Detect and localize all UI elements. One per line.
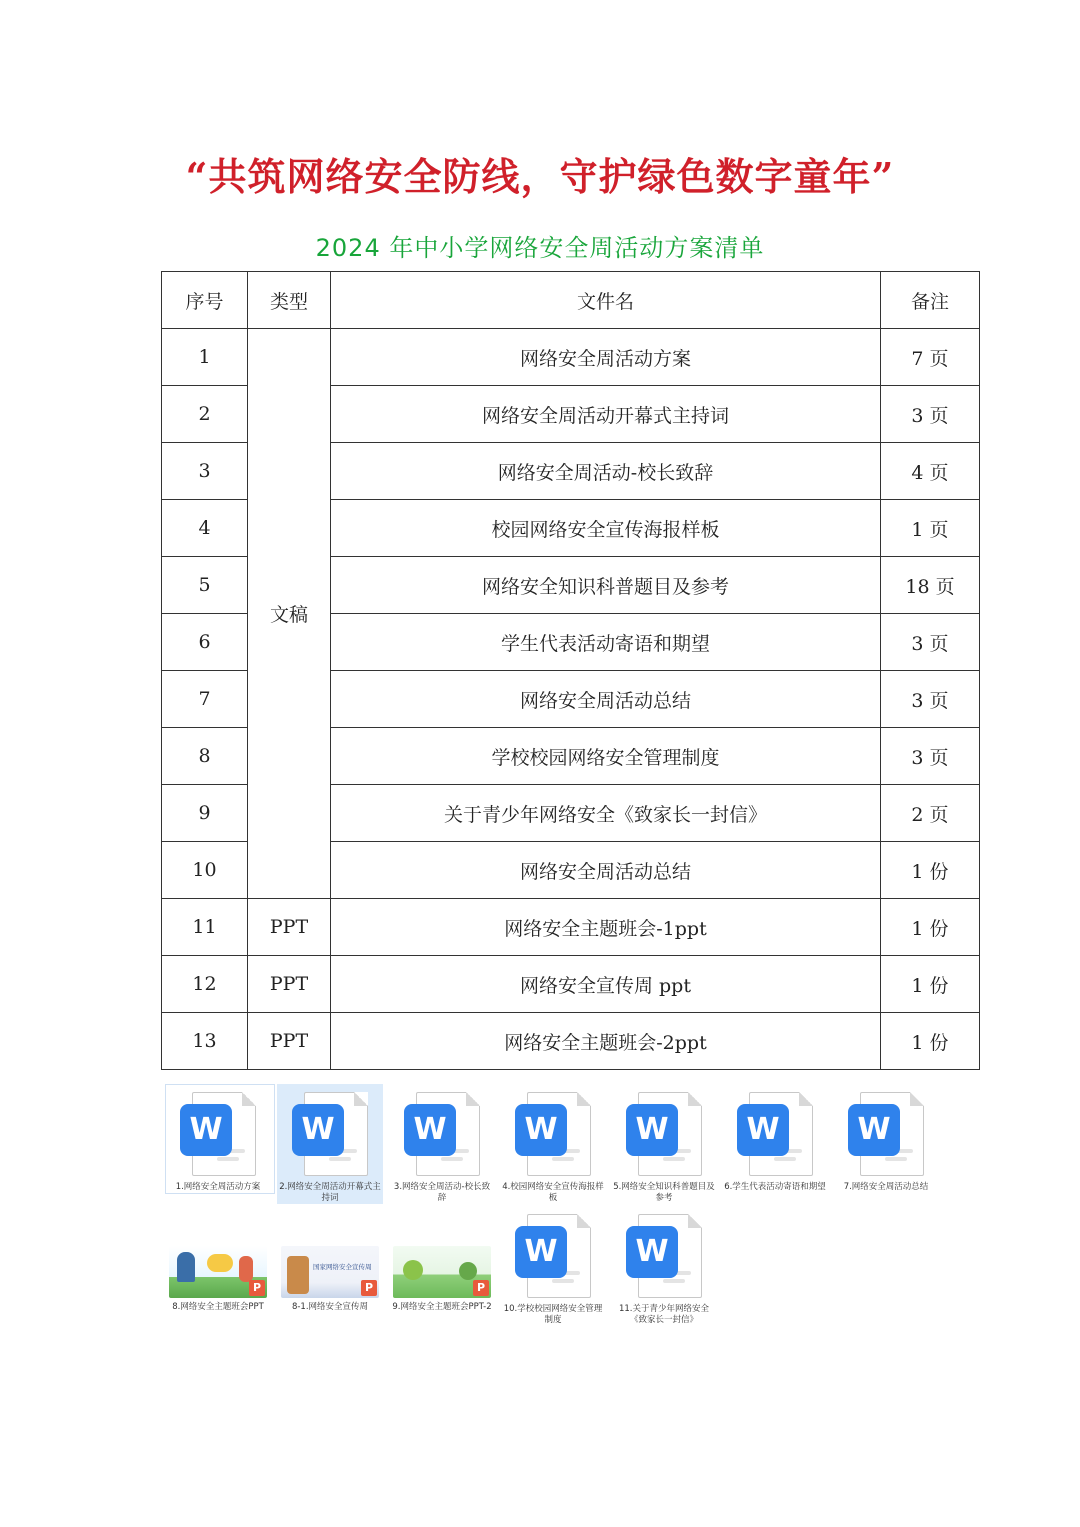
- ppt-icon: P: [249, 1280, 265, 1296]
- file-item-doc-selected[interactable]: [277, 1084, 383, 1204]
- ppt-icon: P: [473, 1280, 489, 1296]
- word-icon: W: [292, 1104, 344, 1156]
- row-filename: 网络安全周活动方案: [331, 329, 881, 386]
- row-note: 1 页: [881, 500, 980, 557]
- row-filename: 网络安全周活动总结: [331, 842, 881, 899]
- file-name: 5.网络安全知识科普题目及参考: [613, 1182, 715, 1203]
- ppt-thumbnail: [393, 1246, 491, 1298]
- row-filename: 网络安全周活动-校长致辞: [331, 443, 881, 500]
- row-filename: 网络安全周活动总结: [331, 671, 881, 728]
- word-icon: W: [180, 1104, 232, 1156]
- file-name: 7.网络安全周活动总结: [843, 1182, 929, 1192]
- row-filename: 学生代表活动寄语和期望: [331, 614, 881, 671]
- file-item-doc[interactable]: [500, 1206, 606, 1326]
- row-note: 1 份: [881, 956, 980, 1013]
- row-index: 7: [162, 671, 248, 728]
- row-note: 4 页: [881, 443, 980, 500]
- file-name: 8.网络安全主题班会PPT: [172, 1302, 264, 1312]
- file-name: 8-1.网络安全宣传周: [291, 1302, 369, 1312]
- table-row: [162, 329, 980, 386]
- file-item-doc[interactable]: [611, 1084, 717, 1204]
- file-item-ppt[interactable]: [277, 1246, 383, 1313]
- file-item-ppt[interactable]: [165, 1246, 271, 1313]
- ppt-thumbnail: [281, 1246, 379, 1298]
- file-name: 4.校园网络安全宣传海报样板: [502, 1182, 604, 1203]
- word-icon: W: [848, 1104, 900, 1156]
- type-cell-merged: 文稿: [248, 329, 331, 899]
- row-note: 7 页: [881, 329, 980, 386]
- file-name: 3.网络安全周活动-校长致辞: [393, 1182, 491, 1203]
- file-item-doc[interactable]: [833, 1084, 939, 1193]
- ppt-thumbnail: [169, 1246, 267, 1298]
- file-name: 10.学校校园网络安全管理制度: [503, 1304, 603, 1325]
- table-row: [162, 956, 980, 1013]
- ppt-thumb-text: 国家网络安全宣传周: [313, 1263, 372, 1271]
- file-name: 1.网络安全周活动方案: [175, 1182, 261, 1192]
- row-index: 5: [162, 557, 248, 614]
- row-filename: 关于青少年网络安全《致家长一封信》: [331, 785, 881, 842]
- row-index: 6: [162, 614, 248, 671]
- row-index: 8: [162, 728, 248, 785]
- row-note: 3 页: [881, 386, 980, 443]
- word-icon: W: [515, 1104, 567, 1156]
- word-icon: W: [737, 1104, 789, 1156]
- file-item-doc[interactable]: [165, 1084, 271, 1193]
- table-header-row: [162, 272, 980, 329]
- row-note: 1 份: [881, 842, 980, 899]
- row-index: 13: [162, 1013, 248, 1070]
- row-index: 11: [162, 899, 248, 956]
- file-icon-grid: [163, 1084, 983, 1344]
- word-icon: W: [404, 1104, 456, 1156]
- row-type: PPT: [248, 899, 331, 956]
- row-filename: 网络安全主题班会-2ppt: [331, 1013, 881, 1070]
- row-filename: 网络安全主题班会-1ppt: [331, 899, 881, 956]
- word-icon: W: [626, 1104, 678, 1156]
- header-note: 备注: [881, 272, 980, 329]
- row-index: 1: [162, 329, 248, 386]
- row-index: 9: [162, 785, 248, 842]
- row-note: 2 页: [881, 785, 980, 842]
- file-name: 6.学生代表活动寄语和期望: [724, 1182, 826, 1192]
- ppt-icon: P: [361, 1280, 377, 1296]
- document-subtitle: 2024 年中小学网络安全周活动方案清单: [315, 234, 765, 262]
- row-type: PPT: [248, 1013, 331, 1070]
- row-note: 3 页: [881, 728, 980, 785]
- header-filename: 文件名: [331, 272, 881, 329]
- file-name: 9.网络安全主题班会PPT-2: [392, 1302, 492, 1312]
- row-note: 3 页: [881, 671, 980, 728]
- document-title: “共筑网络安全防线，守护绿色数字童年”: [185, 154, 895, 199]
- row-filename: 学校校园网络安全管理制度: [331, 728, 881, 785]
- header-index: 序号: [162, 272, 248, 329]
- plan-table: [161, 271, 980, 1070]
- header-type: 类型: [248, 272, 331, 329]
- table-row: [162, 899, 980, 956]
- row-type: PPT: [248, 956, 331, 1013]
- row-filename: 网络安全知识科普题目及参考: [331, 557, 881, 614]
- file-name: 2.网络安全周活动开幕式主持词: [279, 1182, 381, 1203]
- row-note: 3 页: [881, 614, 980, 671]
- row-index: 3: [162, 443, 248, 500]
- table-row: [162, 1013, 980, 1070]
- row-filename: 网络安全周活动开幕式主持词: [331, 386, 881, 443]
- file-item-ppt[interactable]: [389, 1246, 495, 1313]
- file-item-doc[interactable]: [722, 1084, 828, 1193]
- row-index: 12: [162, 956, 248, 1013]
- word-icon: W: [515, 1226, 567, 1278]
- row-filename: 校园网络安全宣传海报样板: [331, 500, 881, 557]
- row-note: 18 页: [881, 557, 980, 614]
- row-index: 2: [162, 386, 248, 443]
- file-item-doc[interactable]: [389, 1084, 495, 1204]
- file-item-doc[interactable]: [500, 1084, 606, 1204]
- row-note: 1 份: [881, 899, 980, 956]
- file-name: 11.关于青少年网络安全《致家长一封信》: [618, 1304, 710, 1325]
- file-item-doc[interactable]: [611, 1206, 717, 1326]
- row-index: 10: [162, 842, 248, 899]
- row-index: 4: [162, 500, 248, 557]
- word-icon: W: [626, 1226, 678, 1278]
- row-note: 1 份: [881, 1013, 980, 1070]
- row-filename: 网络安全宣传周 ppt: [331, 956, 881, 1013]
